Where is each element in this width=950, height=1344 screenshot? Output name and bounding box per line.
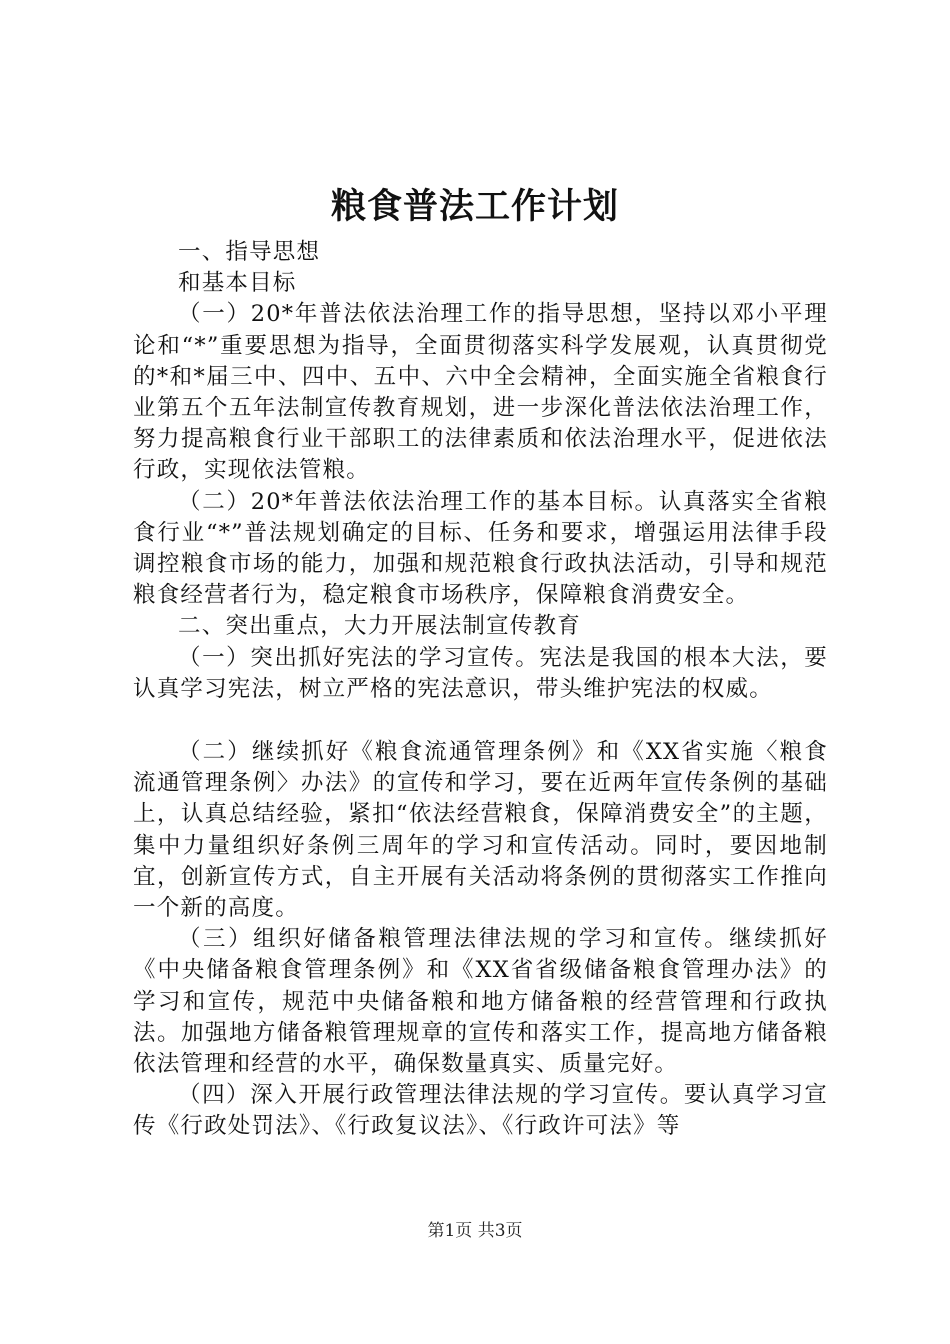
section-heading-1: 一、指导思想: [178, 239, 321, 265]
paragraph-grain-regulation: （二）继续抓好《粮食流通管理条例》和《XX省实施〈粮食流通管理条例〉办法》的宣传和学习，要在近两年宣传条例的基础上，认真总结经验，紧扣“依法经营粮食，保障消费安全”的主题，集中力量组织好条例三周年的学习和宣传活动。同时，要因地制宜，创新宣传方式，自主开展有关活动将条例的贯彻落实工作推向一个新的高度。: [133, 739, 828, 922]
paragraph-reserve-grain: （三）组织好储备粮管理法律法规的学习和宣传。继续抓好《中央储备粮食管理条例》和《XX省省级储备粮食管理办法》的学习和宣传，规范中央储备粮和地方储备粮的经营管理和行政执法。加强地方储备粮管理规章的宣传和落实工作，提高地方储备粮依法管理和经营的水平，确保数量真实、质量完好。: [133, 926, 828, 1078]
document-body: [133, 237, 828, 1143]
paragraph-administrative-law: （四）深入开展行政管理法律法规的学习宣传。要认真学习宣传《行政处罚法》、《行政复议法》、《行政许可法》等: [133, 1082, 828, 1140]
section-heading-2: 二、突出重点，大力开展法制宣传教育: [178, 613, 581, 640]
paragraph-guiding-thought: （一）20*年普法依法治理工作的指导思想，坚持以邓小平理论和“*”重要思想为指导，全面贯彻落实科学发展观，认真贯彻党的*和*届三中、四中、五中、六中全会精神，全面实施全省粮食行业第五个五年法制宣传教育规划，进一步深化普法依法治理工作，努力提高粮食行业干部职工的法律素质和依法治理水平，促进依法行政，实现依法管粮。: [133, 301, 828, 484]
document-title: 粮食普法工作计划: [330, 186, 619, 227]
page-number-footer: 第1页 共3页: [427, 1221, 523, 1241]
section-heading-1-continued: 和基本目标: [178, 270, 297, 297]
paragraph-basic-goal: （二）20*年普法依法治理工作的基本目标。认真落实全省粮食行业“*”普法规划确定的目标、任务和要求，增强运用法律手段调控粮食市场的能力，加强和规范粮食行政执法活动，引导和规范粮食经营者行为，稳定粮食市场秩序，保障粮食消费安全。: [133, 488, 828, 609]
paragraph-constitution: （一）突出抓好宪法的学习宣传。宪法是我国的根本大法，要认真学习宪法，树立严格的宪法意识，带头维护宪法的权威。: [133, 644, 828, 702]
